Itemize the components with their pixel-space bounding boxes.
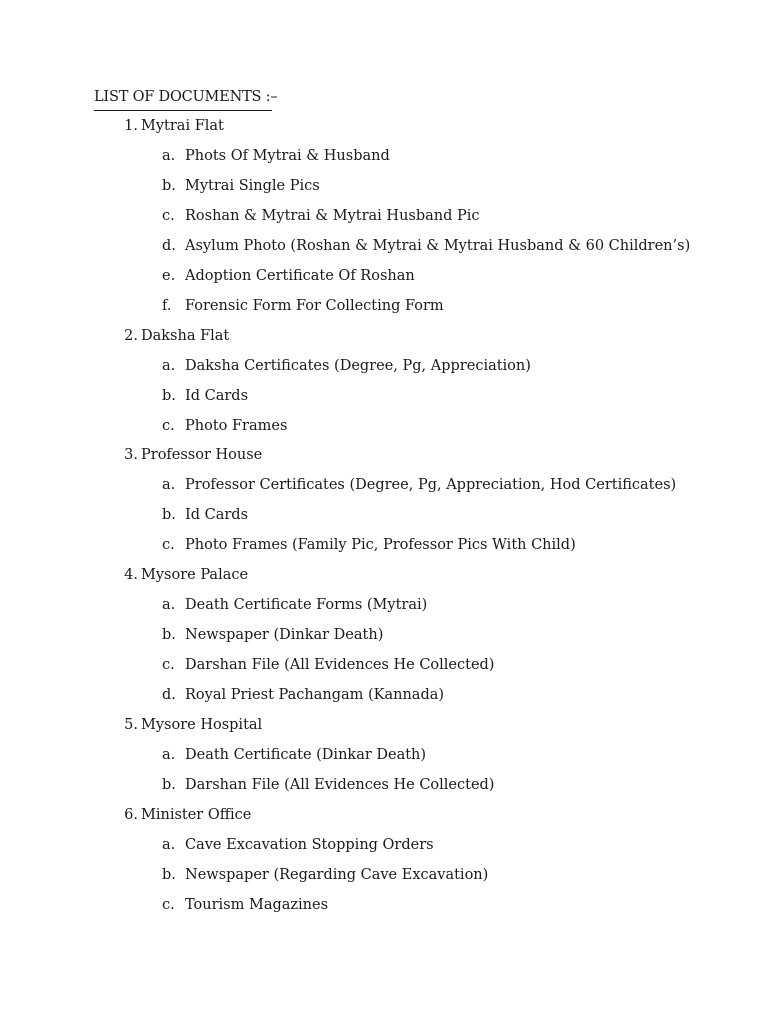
item-text: Tourism Magazines (185, 896, 329, 913)
item-marker: e. (162, 267, 176, 284)
item-text: Darshan File (All Evidences He Collected) (185, 657, 495, 674)
section-label: Professor House (141, 447, 263, 464)
document-title: LIST OF DOCUMENTS :– (94, 89, 272, 111)
item-text: Phots Of Mytrai & Husband (185, 147, 390, 164)
item-text: Death Certificate Forms (Mytrai) (185, 597, 428, 614)
item-text: Death Certificate (Dinkar Death) (185, 746, 427, 763)
item-text: Mytrai Single Pics (185, 177, 320, 194)
item-marker: c. (162, 207, 175, 224)
item-marker: d. (162, 237, 176, 254)
section-label: Mytrai Flat (141, 118, 224, 134)
item-marker: b. (162, 177, 176, 194)
item-text: Daksha Certificates (Degree, Pg, Appreciation) (185, 357, 531, 374)
item-marker: b. (162, 387, 176, 404)
section-label: Mysore Palace (141, 567, 249, 584)
section-number: 5. (124, 717, 138, 733)
item-marker: f. (162, 297, 172, 314)
section-number: 4. (124, 567, 138, 584)
item-text: Newspaper (Dinkar Death) (185, 627, 384, 644)
item-text: Adoption Certificate Of Roshan (185, 267, 415, 284)
item-text: Newspaper (Regarding Cave Excavation) (185, 866, 489, 883)
item-text: Cave Excavation Stopping Orders (185, 836, 434, 853)
item-marker: b. (162, 507, 176, 524)
item-marker: a. (162, 147, 176, 164)
item-text: Royal Priest Pachangam (Kannada) (185, 687, 445, 704)
item-marker: a. (162, 597, 176, 614)
item-marker: a. (162, 357, 176, 374)
section-label: Mysore Hospital (141, 717, 263, 733)
section-number: 3. (124, 447, 138, 464)
item-marker: c. (162, 537, 175, 554)
item-text: Id Cards (185, 507, 249, 524)
item-marker: c. (162, 657, 175, 674)
item-text: Forensic Form For Collecting Form (185, 297, 444, 314)
item-marker: d. (162, 687, 176, 704)
item-text: Photo Frames (185, 417, 288, 434)
item-marker: c. (162, 417, 175, 434)
item-marker: c. (162, 896, 175, 913)
item-text: Professor Certificates (Degree, Pg, Appreciation, Hod Certificates) (185, 477, 677, 494)
item-marker: a. (162, 477, 176, 494)
item-marker: b. (162, 776, 176, 793)
item-text: Photo Frames (Family Pic, Professor Pics With Child) (185, 537, 576, 554)
item-marker: b. (162, 627, 176, 644)
item-text: Darshan File (All Evidences He Collected) (185, 776, 495, 793)
section-label: Daksha Flat (141, 327, 230, 344)
section-number: 1. (124, 118, 138, 134)
section-number: 6. (124, 806, 138, 823)
item-text: Id Cards (185, 387, 249, 404)
item-marker: a. (162, 836, 176, 853)
item-text: Asylum Photo (Roshan & Mytrai & Mytrai Husband & 60 Children’s) (185, 237, 691, 254)
item-marker: a. (162, 746, 176, 763)
section-number: 2. (124, 327, 138, 344)
section-label: Minister Office (141, 806, 252, 823)
item-marker: b. (162, 866, 176, 883)
item-text: Roshan & Mytrai & Mytrai Husband Pic (185, 207, 480, 224)
